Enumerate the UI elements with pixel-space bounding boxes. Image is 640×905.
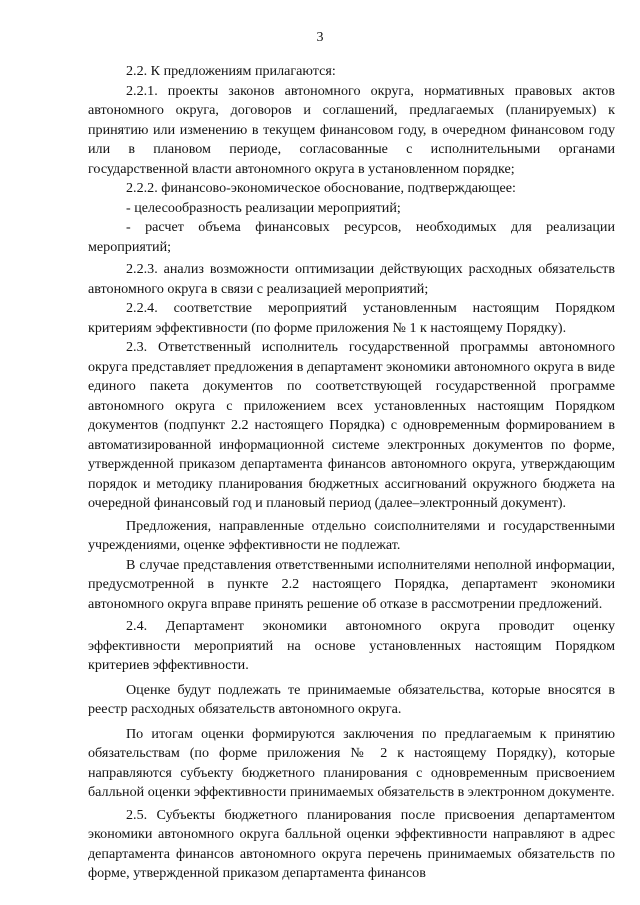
list-item-financial-calculation: - расчет объема финансовых ресурсов, необходимых для реализации мероприятий; — [88, 219, 615, 255]
paragraph-2-4: 2.4. Департамент экономики автономного округа проводит оценку эффективности мероприятий на основе установленных настоящим Порядком критериев эффективности. — [88, 618, 615, 673]
paragraph-assessment-scope: Оценке будут подлежать те принимаемые обязательства, которые вносятся в реестр расходных обязательств автономного округа. — [88, 681, 615, 717]
paragraph-proposals-not-assessed: Предложения, направленные отдельно соисполнителями и государственными учреждениями, оценке эффективности не подлежат. — [88, 517, 615, 553]
page-number: 3 — [316, 30, 324, 45]
paragraph-2-2-2: 2.2.2. финансово-экономическое обоснование, подтверждающее: — [126, 180, 516, 196]
paragraph-incomplete-information: В случае представления ответственными исполнителями неполной информации, предусмотренной в пункте 2.2 настоящего Порядка, департамент экономики автономного округа вправе принять решение об отказе в рассмотрении предложений. — [88, 556, 615, 612]
paragraph-2-3: 2.3. Ответственный исполнитель государственной программы автономного округа представляет предложения в департамент экономики автономного округа в виде единого пакета документов по соответствующей государственной программе автономного округа с приложением всех установленных настоящим Порядком документов (подпункт 2.2 настоящего Порядка) с одновременным формированием в автоматизированной информационной системе электронных документов по форме, утвержденной приказом департамента финансов автономного округа, утверждающим порядок и методику планирования бюджетных ассигнований окружного бюджета на очередной финансовый год и плановый период (далее–электронный документ). — [88, 339, 615, 511]
paragraph-2-2-4: 2.2.4. соответствие мероприятий установленным настоящим Порядком критериям эффективности (по форме приложения № 1 к настоящему Порядку). — [88, 300, 615, 336]
paragraph-2-2-heading: 2.2. К предложениям прилагаются: — [126, 63, 336, 79]
document-body — [88, 62, 615, 884]
paragraph-2-2-1: 2.2.1. проекты законов автономного округа, нормативных правовых актов автономного округа, договоров и соглашений, предлагаемых (планируемых) к принятию или изменению в текущем финансовом году, в очередном финансовом году или в плановом периоде, согласованные с исполнительными органами государственной власти автономного округа в установленном порядке; — [88, 82, 615, 177]
paragraph-2-5: 2.5. Субъекты бюджетного планирования после присвоения департаментом экономики автономного округа балльной оценки эффективности направляют в адрес департамента финансов автономного округа перечень принимаемых обязательств по форме, утвержденной приказом департамента финансов — [88, 806, 615, 881]
list-item-expediency: - целесообразность реализации мероприятий; — [126, 199, 401, 216]
paragraph-assessment-results: По итогам оценки формируются заключения по предлагаемым к принятию обязательствам (по форме приложения № 2 к настоящему Порядку), которые направляются субъекту бюджетного планирования с одновременным присвоением балльной оценки эффективности принимаемых обязательств в электронном документе. — [88, 725, 615, 800]
paragraph-2-2-3: 2.2.3. анализ возможности оптимизации действующих расходных обязательств автономного округа в связи с реализацией мероприятий; — [88, 261, 615, 297]
